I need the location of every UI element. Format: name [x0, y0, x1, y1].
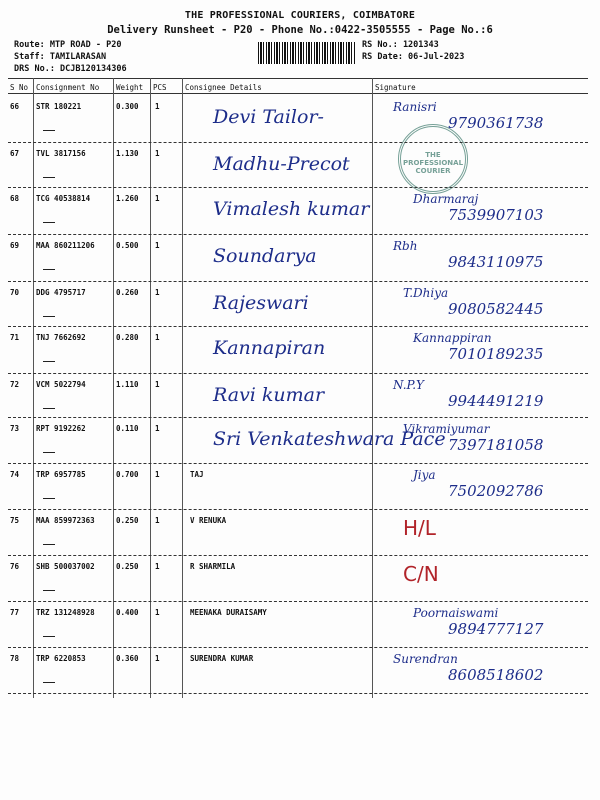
weight-value: 1.110 — [116, 380, 139, 389]
drs-label: DRS No.: DCJB120134306 — [14, 64, 127, 74]
pen-tick — [43, 452, 55, 453]
pen-tick — [43, 269, 55, 270]
pen-tick — [43, 361, 55, 362]
table-row — [8, 418, 588, 464]
pieces-count: 1 — [155, 424, 160, 433]
pieces-count: 1 — [155, 562, 160, 571]
table-row — [8, 96, 588, 143]
handwritten-consignee: Soundarya — [213, 245, 317, 267]
consignee-name: R SHARMILA — [190, 562, 236, 571]
serial-number: 68 — [10, 194, 20, 203]
stamp-text: THE PROFESSIONAL COURIER — [402, 151, 464, 175]
pen-tick — [43, 222, 55, 223]
rs-number: RS No.: 1201343 — [362, 40, 439, 50]
weight-value: 0.250 — [116, 562, 139, 571]
table-row — [8, 188, 588, 235]
pen-tick — [43, 590, 55, 591]
serial-number: 74 — [10, 470, 20, 479]
handwritten-signature: Jiya — [413, 468, 436, 482]
pieces-count: 1 — [155, 241, 160, 250]
handwritten-consignee: Madhu-Precot — [213, 153, 350, 175]
pen-tick — [43, 408, 55, 409]
runsheet-title: Delivery Runsheet - P20 - Phone No.:0422-3505555 - Page No.:6 — [107, 24, 493, 36]
table-row — [8, 282, 588, 327]
handwritten-consignee: Vimalesh kumar — [213, 198, 370, 220]
table-row — [8, 374, 588, 418]
staff-label: Staff: TAMILARASAN — [14, 52, 107, 62]
pen-tick — [43, 177, 55, 178]
weight-value: 0.400 — [116, 608, 139, 617]
pieces-count: 1 — [155, 470, 160, 479]
row-separator — [8, 693, 588, 694]
delivery-remark: H/L — [403, 516, 436, 540]
weight-value: 0.260 — [116, 288, 139, 297]
col-header-consignment: Consignment No — [36, 83, 100, 92]
table-row — [8, 327, 588, 374]
pen-tick — [43, 316, 55, 317]
pen-tick — [43, 130, 55, 131]
handwritten-signature: N.P.Y — [393, 378, 424, 392]
table-top-border — [8, 78, 588, 79]
pieces-count: 1 — [155, 333, 160, 342]
handwritten-consignee: Kannapiran — [213, 337, 326, 359]
handwritten-signature: Surendran — [393, 652, 458, 666]
handwritten-phone: 7539907103 — [448, 206, 544, 224]
consignee-name: SURENDRA KUMAR — [190, 654, 254, 663]
pieces-count: 1 — [155, 654, 160, 663]
handwritten-consignee: Devi Tailor- — [213, 106, 324, 128]
serial-number: 71 — [10, 333, 20, 342]
serial-number: 75 — [10, 516, 20, 525]
pieces-count: 1 — [155, 516, 160, 525]
weight-value: 0.110 — [116, 424, 139, 433]
consignment-number: TNJ 7662692 — [36, 333, 86, 342]
consignment-number: TRP 6957785 — [36, 470, 86, 479]
handwritten-phone: 9944491219 — [448, 392, 544, 410]
handwritten-consignee: Ravi kumar — [213, 384, 325, 406]
consignee-name: TAJ — [190, 470, 204, 479]
delivery-remark: C/N — [403, 562, 439, 586]
handwritten-consignee: Rajeswari — [213, 292, 309, 314]
weight-value: 0.300 — [116, 102, 139, 111]
consignment-number: TVL 3817156 — [36, 149, 86, 158]
pen-tick — [43, 636, 55, 637]
handwritten-signature: Dharmaraj — [413, 192, 479, 206]
route-label: Route: MTP ROAD - P20 — [14, 40, 122, 50]
col-header-sno: S No — [10, 83, 29, 92]
consignee-name: MEENAKA DURAISAMY — [190, 608, 267, 617]
table-row — [8, 556, 588, 602]
handwritten-phone: 7397181058 — [448, 436, 544, 454]
table-row — [8, 464, 588, 510]
weight-value: 0.700 — [116, 470, 139, 479]
consignment-number: MAA 859972363 — [36, 516, 95, 525]
consignment-number: TRZ 131248928 — [36, 608, 95, 617]
pieces-count: 1 — [155, 288, 160, 297]
table-row — [8, 235, 588, 282]
table-row — [8, 648, 588, 694]
handwritten-signature: Ranisri — [393, 100, 437, 114]
consignment-number: STR 180221 — [36, 102, 82, 111]
serial-number: 78 — [10, 654, 20, 663]
handwritten-phone: 9790361738 — [448, 114, 544, 132]
barcode — [258, 42, 356, 64]
weight-value: 1.260 — [116, 194, 139, 203]
pieces-count: 1 — [155, 380, 160, 389]
handwritten-phone: 9843110975 — [448, 253, 544, 271]
pen-tick — [43, 544, 55, 545]
consignment-number: DDG 4795717 — [36, 288, 86, 297]
col-header-signature: Signature — [375, 83, 416, 92]
serial-number: 69 — [10, 241, 20, 250]
rs-date: RS Date: 06-Jul-2023 — [362, 52, 465, 62]
weight-value: 0.250 — [116, 516, 139, 525]
pieces-count: 1 — [155, 608, 160, 617]
pen-tick — [43, 682, 55, 683]
consignee-name: V RENUKA — [190, 516, 227, 525]
consignment-number: VCM 5022794 — [36, 380, 86, 389]
table-row — [8, 510, 588, 556]
serial-number: 72 — [10, 380, 20, 389]
pieces-count: 1 — [155, 102, 160, 111]
pieces-count: 1 — [155, 194, 160, 203]
consignment-number: RPT 9192262 — [36, 424, 86, 433]
consignment-number: TRP 6220853 — [36, 654, 86, 663]
weight-value: 0.360 — [116, 654, 139, 663]
handwritten-phone: 7502092786 — [448, 482, 544, 500]
pen-tick — [43, 498, 55, 499]
consignment-number: SHB 500037002 — [36, 562, 95, 571]
serial-number: 67 — [10, 149, 20, 158]
consignment-number: MAA 860211206 — [36, 241, 95, 250]
handwritten-phone: 9894777127 — [448, 620, 544, 638]
serial-number: 70 — [10, 288, 20, 297]
serial-number: 76 — [10, 562, 20, 571]
handwritten-phone: 8608518602 — [448, 666, 544, 684]
serial-number: 73 — [10, 424, 20, 433]
header-bottom-border — [8, 93, 588, 94]
handwritten-consignee: Sri Venkateshwara Pace — [213, 428, 446, 450]
handwritten-signature: Vikramiyumar — [403, 422, 490, 436]
handwritten-signature: Kannappiran — [413, 331, 492, 345]
handwritten-signature: T.Dhiya — [403, 286, 449, 300]
table-row — [8, 143, 588, 188]
weight-value: 0.280 — [116, 333, 139, 342]
weight-value: 1.130 — [116, 149, 139, 158]
handwritten-signature: Rbh — [393, 239, 418, 253]
consignment-number: TCG 40538814 — [36, 194, 91, 203]
handwritten-signature: Poornaiswami — [413, 606, 499, 620]
weight-value: 0.500 — [116, 241, 139, 250]
handwritten-phone: 9080582445 — [448, 300, 544, 318]
col-header-weight: Weight — [116, 83, 144, 92]
serial-number: 77 — [10, 608, 20, 617]
serial-number: 66 — [10, 102, 20, 111]
table-row — [8, 602, 588, 648]
pieces-count: 1 — [155, 149, 160, 158]
col-header-pcs: PCS — [153, 83, 167, 92]
company-name: THE PROFESSIONAL COURIERS, COIMBATORE — [184, 10, 416, 21]
handwritten-phone: 7010189235 — [448, 345, 544, 363]
col-header-consignee: Consignee Details — [185, 83, 262, 92]
